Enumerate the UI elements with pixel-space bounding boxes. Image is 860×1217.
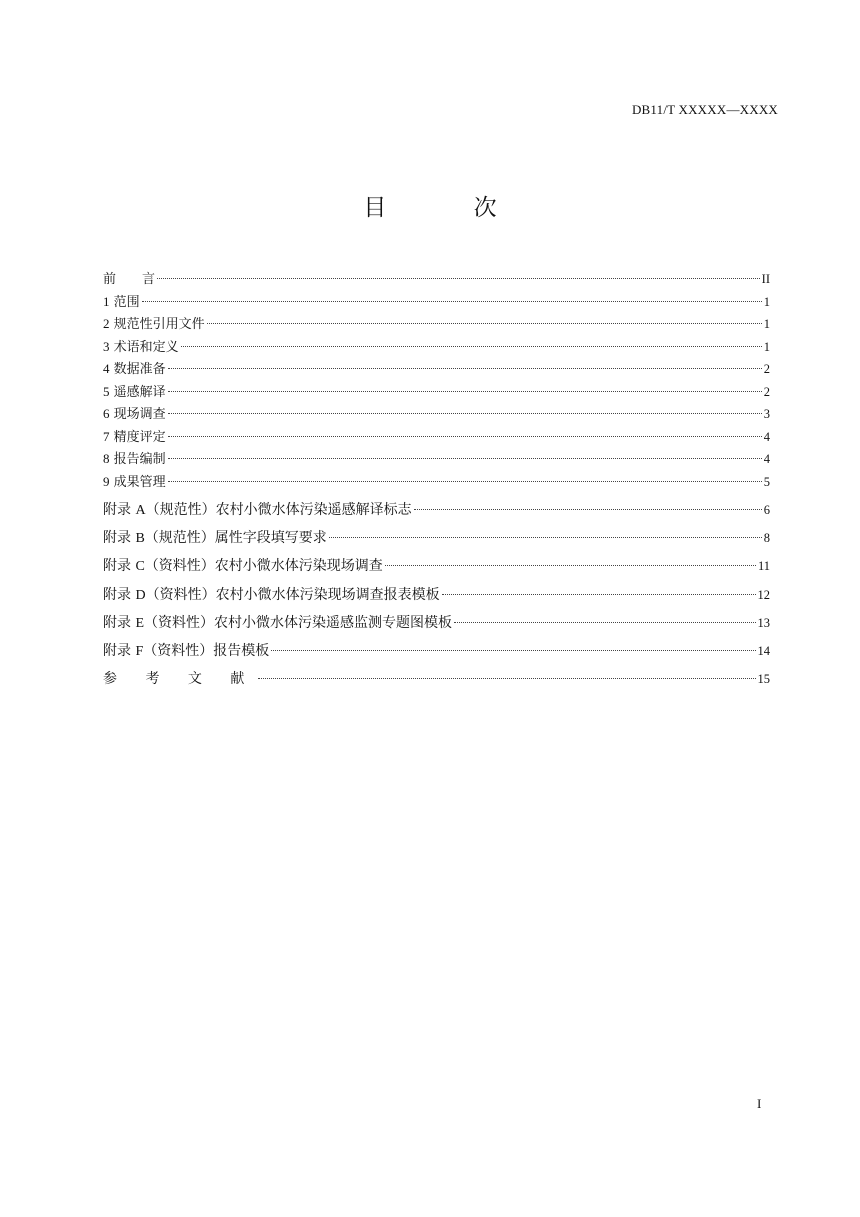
toc-entry-page: 14 (757, 643, 770, 658)
appendix-title: （资料性）农村小微水体污染现场调查报表模板 (145, 586, 440, 603)
toc-entry-chapter[interactable] (103, 336, 770, 359)
appendix-letter: C (135, 559, 145, 575)
toc-leader-dots (168, 391, 762, 392)
toc-entry-chapter[interactable] (103, 358, 770, 381)
appendix-letter: A (135, 503, 146, 518)
toc-entry-page: 4 (763, 429, 770, 444)
toc-entry-label (103, 313, 205, 337)
toc-entry-label (103, 496, 412, 525)
toc-entry-appendix[interactable] (103, 609, 770, 637)
toc-entry-page: 4 (763, 452, 770, 466)
toc-entry-page: 8 (763, 531, 770, 546)
toc-leader-dots (142, 301, 762, 302)
toc-leader-dots (157, 278, 760, 279)
chapter-title: 规范性引用文件 (113, 317, 205, 332)
toc-leader-dots (168, 458, 762, 459)
toc-leader-dots (258, 678, 755, 679)
appendix-prefix: 附录 (103, 530, 131, 547)
toc-entry-appendix[interactable] (103, 524, 770, 552)
appendix-letter: B (135, 531, 145, 547)
toc-entry-label: 前 言 (103, 272, 156, 287)
toc-entry-chapter[interactable] (103, 471, 770, 494)
chapter-number: 7 (103, 428, 110, 444)
toc-entry-appendix[interactable] (103, 552, 770, 580)
chapter-title: 数据准备 (113, 362, 166, 377)
toc-entry-label: 参 考 文 献 (103, 671, 257, 688)
chapter-number: 6 (103, 406, 110, 421)
toc-entry-label (103, 524, 327, 553)
appendix-letter: D (135, 587, 146, 603)
appendix-prefix: 附录 (103, 586, 131, 603)
toc-entry-chapter[interactable] (103, 426, 770, 449)
toc-leader-dots (385, 565, 756, 566)
toc-entry-label (103, 448, 166, 472)
toc-entry-references[interactable] (103, 665, 770, 693)
toc-entry-page: 2 (763, 362, 770, 376)
toc-entry-page: 15 (757, 672, 770, 687)
chapter-number: 2 (103, 316, 110, 331)
toc-entry-preface[interactable] (103, 268, 770, 291)
toc-entry-chapter[interactable] (103, 313, 770, 336)
toc-entry-chapter[interactable] (103, 381, 770, 404)
toc-entry-label (103, 581, 440, 610)
appendix-title: （资料性）报告模板 (143, 642, 270, 659)
toc-entry-label (103, 358, 166, 382)
toc-entry-label (103, 403, 166, 427)
toc-entry-label (103, 336, 179, 360)
chapter-title: 成果管理 (113, 474, 166, 490)
toc-leader-dots (442, 594, 756, 595)
chapter-title: 报告编制 (113, 452, 166, 467)
chapter-number: 1 (103, 293, 110, 309)
toc-entry-chapter[interactable] (103, 403, 770, 426)
chapter-title: 遥感解译 (113, 384, 166, 400)
toc-entry-label (103, 637, 269, 666)
toc-leader-dots (454, 622, 755, 623)
toc-entry-page: 3 (763, 407, 770, 421)
table-of-contents (103, 268, 770, 693)
chapter-number: 8 (103, 451, 110, 466)
chapter-title: 范围 (113, 294, 140, 310)
toc-entry-page: 1 (763, 339, 770, 354)
appendix-prefix: 附录 (103, 502, 131, 518)
toc-entry-page: II (761, 272, 770, 286)
toc-entry-page: 11 (757, 559, 770, 574)
toc-entry-label (103, 291, 140, 315)
toc-entry-label (103, 471, 166, 495)
appendix-letter: F (135, 643, 144, 659)
toc-leader-dots (168, 368, 762, 369)
toc-entry-chapter[interactable] (103, 448, 770, 471)
toc-entry-appendix[interactable] (103, 496, 770, 524)
chapter-number: 9 (103, 473, 110, 489)
page-title: 目 次 (363, 195, 537, 221)
appendix-title: （资料性）农村小微水体污染现场调查 (144, 558, 383, 575)
chapter-title: 术语和定义 (113, 339, 179, 355)
toc-entry-appendix[interactable] (103, 637, 770, 665)
toc-entry-label (103, 381, 166, 405)
toc-entry-label (103, 609, 452, 638)
chapter-title: 现场调查 (113, 407, 166, 422)
toc-leader-dots (207, 323, 762, 324)
toc-entry-label (103, 552, 383, 581)
toc-leader-dots (168, 436, 762, 437)
appendix-prefix: 附录 (103, 558, 131, 575)
toc-leader-dots (168, 481, 762, 482)
appendix-letter: E (135, 615, 145, 631)
toc-leader-dots (414, 509, 762, 510)
chapter-number: 5 (103, 383, 110, 399)
toc-entry-page: 13 (757, 615, 770, 630)
document-code: DB11/T XXXXX—XXXX (631, 102, 778, 117)
appendix-title: （规范性）属性字段填写要求 (144, 530, 327, 547)
toc-entry-page: 1 (763, 317, 770, 331)
appendix-title: （规范性）农村小微水体污染遥感解译标志 (145, 502, 412, 518)
chapter-number: 4 (103, 361, 110, 376)
toc-entry-chapter[interactable] (103, 291, 770, 314)
chapter-number: 3 (103, 338, 110, 354)
toc-entry-page: 1 (763, 294, 770, 309)
appendix-title: （资料性）农村小微水体污染遥感监测专题图模板 (144, 614, 453, 631)
page-number: I (757, 1096, 762, 1111)
toc-entry-appendix[interactable] (103, 581, 770, 609)
appendix-prefix: 附录 (103, 614, 131, 631)
toc-leader-dots (168, 413, 762, 414)
toc-leader-dots (329, 537, 762, 538)
toc-entry-page: 2 (763, 384, 770, 399)
toc-leader-dots (271, 650, 755, 651)
toc-entry-page: 6 (763, 503, 770, 517)
chapter-title: 精度评定 (113, 429, 166, 445)
appendix-prefix: 附录 (103, 642, 131, 659)
toc-leader-dots (181, 346, 762, 347)
toc-entry-label (103, 426, 166, 450)
toc-entry-page: 12 (757, 587, 770, 602)
toc-entry-page: 5 (763, 474, 770, 489)
